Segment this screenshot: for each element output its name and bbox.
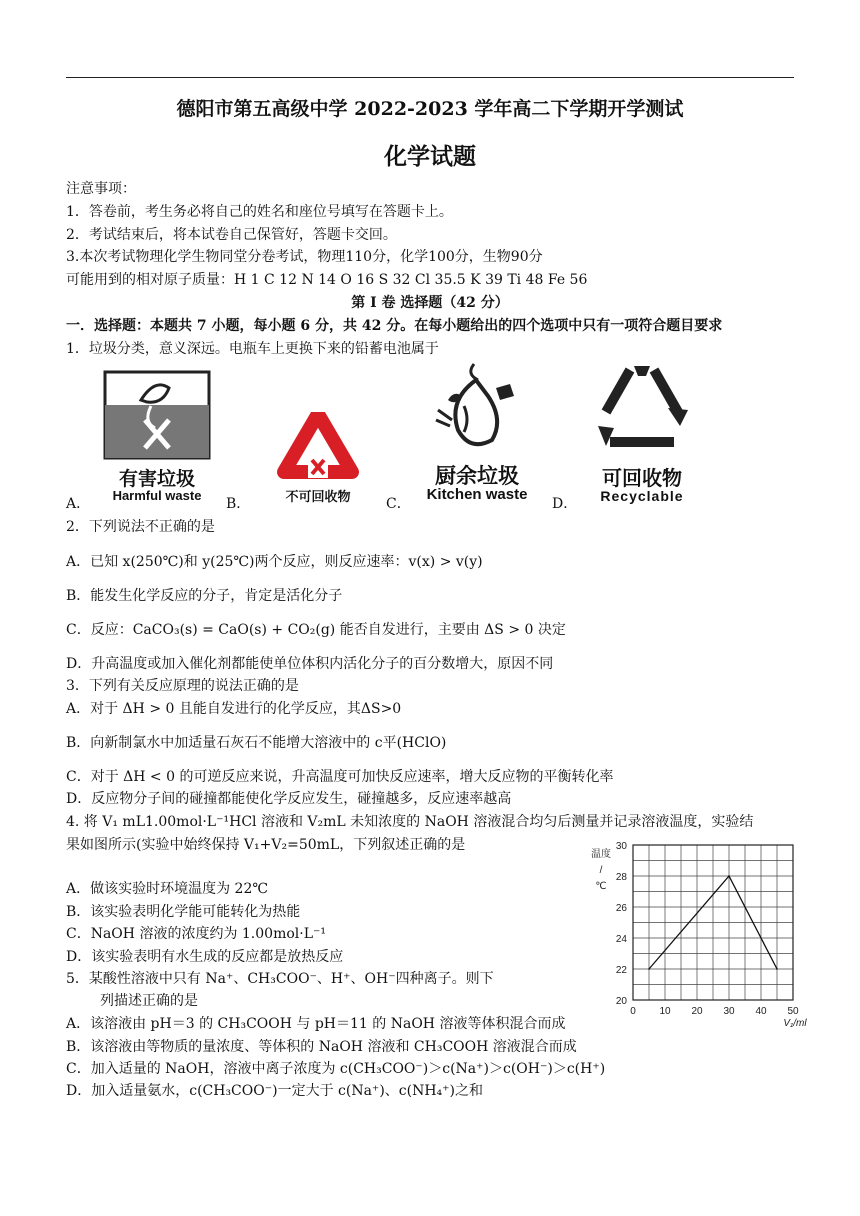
subject-title: 化学试题	[384, 143, 476, 170]
y-tick-label: 22	[615, 965, 627, 976]
volume-heading: 第 I 卷 选择题（42 分）	[351, 295, 509, 311]
x-tick-label: 50	[787, 1006, 799, 1017]
x-tick-label: 10	[659, 1006, 671, 1017]
q3-option: B．向新制氯水中加适量石灰石不能增大溶液中的 c平(HClO)	[66, 735, 447, 751]
q2-option: C．反应：CaCO₃(s) = CaO(s) + CO₂(g) 能否自发进行，主要由 ΔS > 0 决定	[66, 622, 566, 638]
q1-option-letter: A．	[66, 496, 91, 512]
q3-option: D．反应物分子间的碰撞都能使化学反应发生，碰撞越多，反应速率越高	[66, 791, 512, 807]
q5-option: A．该溶液由 pH＝3 的 CH₃COOH 与 pH＝11 的 NaOH 溶液等体积混合而成	[66, 1016, 566, 1032]
q4-stem: 果如图所示(实验中始终保持 V₁+V₂=50mL，下列叙述正确的是	[66, 837, 466, 853]
q3-stem: 3．下列有关反应原理的说法正确的是	[66, 678, 299, 694]
y-axis-label: ℃	[595, 881, 607, 892]
x-tick-label: 40	[755, 1006, 767, 1017]
data-point	[776, 968, 778, 970]
q1-option-letter: D．	[552, 496, 578, 512]
kitchen-waste-icon: 厨余垃圾 Kitchen waste	[418, 360, 536, 508]
q1-option-letter: C．	[386, 496, 411, 512]
data-point	[728, 875, 730, 877]
q5-option: B．该溶液由等物质的量浓度、等体积的 NaOH 溶液和 CH₃COOH 溶液混合而成	[66, 1039, 577, 1055]
q2-option: D．升高温度或加入催化剂都能使单位体积内活化分子的百分数增大，原因不同	[66, 656, 554, 672]
y-tick-label: 26	[615, 903, 627, 914]
q5-option: D．加入适量氨水，c(CH₃COO⁻)一定大于 c(Na⁺)、c(NH₄⁺)之和	[66, 1083, 484, 1099]
q2-option: B．能发生化学反应的分子，肯定是活化分子	[66, 588, 343, 604]
atomic-masses: 可能用到的相对原子质量：H 1 C 12 N 14 O 16 S 32 Cl 35.5 K 39 Ti 48 Fe 56	[66, 272, 588, 288]
school-title: 德阳市第五高级中学 2022-2023 学年高二下学期开学测试	[176, 98, 684, 120]
y-tick-label: 20	[615, 996, 627, 1007]
section-instructions: 一．选择题：本题共 7 小题，每小题 6 分，共 42 分。在每小题给出的四个选项中只有一项符合题目要求	[66, 318, 723, 334]
q5-stem: 5．某酸性溶液中只有 Na⁺、CH₃COO⁻、H⁺、OH⁻四种离子。则下	[66, 971, 494, 987]
q5-stem: 列描述正确的是	[100, 993, 198, 1009]
y-axis-label: 温度	[591, 849, 611, 860]
y-axis-label: /	[599, 865, 603, 876]
q3-option: C．对于 ΔH < 0 的可逆反应来说，升高温度可加快反应速率，增大反应物的平衡转化率	[66, 769, 614, 785]
notice-item: 3.本次考试物理化学生物同堂分卷考试，物理110分，化学100分，生物90分	[66, 249, 543, 265]
q4-option: D．该实验表明有水生成的反应都是放热反应	[66, 949, 344, 965]
recyclable-icon: 可回收物 Recyclable	[584, 362, 700, 508]
notice-item: 2．考试结束后，将本试卷自己保管好，答题卡交回。	[66, 227, 397, 243]
q4-option: B．该实验表明化学能可能转化为热能	[66, 904, 301, 920]
y-tick-label: 28	[615, 872, 627, 883]
q4-option: A．做该实验时环境温度为 22℃	[66, 881, 269, 897]
notice-item: 1．答卷前，考生务必将自己的姓名和座位号填写在答题卡上。	[66, 204, 453, 220]
data-point	[648, 968, 650, 970]
q4-option: C．NaOH 溶液的浓度约为 1.00mol·L⁻¹	[66, 926, 326, 942]
x-tick-label: 20	[691, 1006, 703, 1017]
q1-stem: 1．垃圾分类，意义深远。电瓶车上更换下来的铅蓄电池属于	[66, 341, 439, 357]
q2-stem: 2．下列说法不正确的是	[66, 519, 215, 535]
harmful-waste-icon: 有害垃圾 Harmful waste	[103, 370, 211, 508]
q4-stem: 4. 将 V₁ mL1.00mol·L⁻¹HCl 溶液和 V₂mL 未知浓度的 NaOH 溶液混合均匀后测量并记录溶液温度，实验结	[66, 814, 754, 830]
temperature-chart	[585, 835, 815, 1035]
non-recyclable-icon: 不可回收物	[272, 412, 364, 508]
q2-option: A．已知 x(250℃)和 y(25℃)两个反应，则反应速率：v(x) > v(y)	[66, 554, 483, 570]
q5-option: C．加入适量的 NaOH，溶液中离子浓度为 c(CH₃COO⁻)＞c(Na⁺)＞c(OH⁻)＞c(H⁺)	[66, 1061, 606, 1077]
x-axis-label: V₁/ml	[783, 1018, 807, 1029]
y-tick-label: 24	[615, 934, 627, 945]
notice-heading: 注意事项：	[66, 181, 136, 197]
q3-option: A．对于 ΔH > 0 且能自发进行的化学反应，其ΔS>0	[66, 701, 402, 717]
top-rule	[66, 77, 794, 78]
q1-option-letter: B．	[226, 496, 251, 512]
y-tick-label: 30	[615, 841, 627, 852]
x-tick-label: 30	[723, 1006, 735, 1017]
x-tick-label: 0	[630, 1006, 636, 1017]
